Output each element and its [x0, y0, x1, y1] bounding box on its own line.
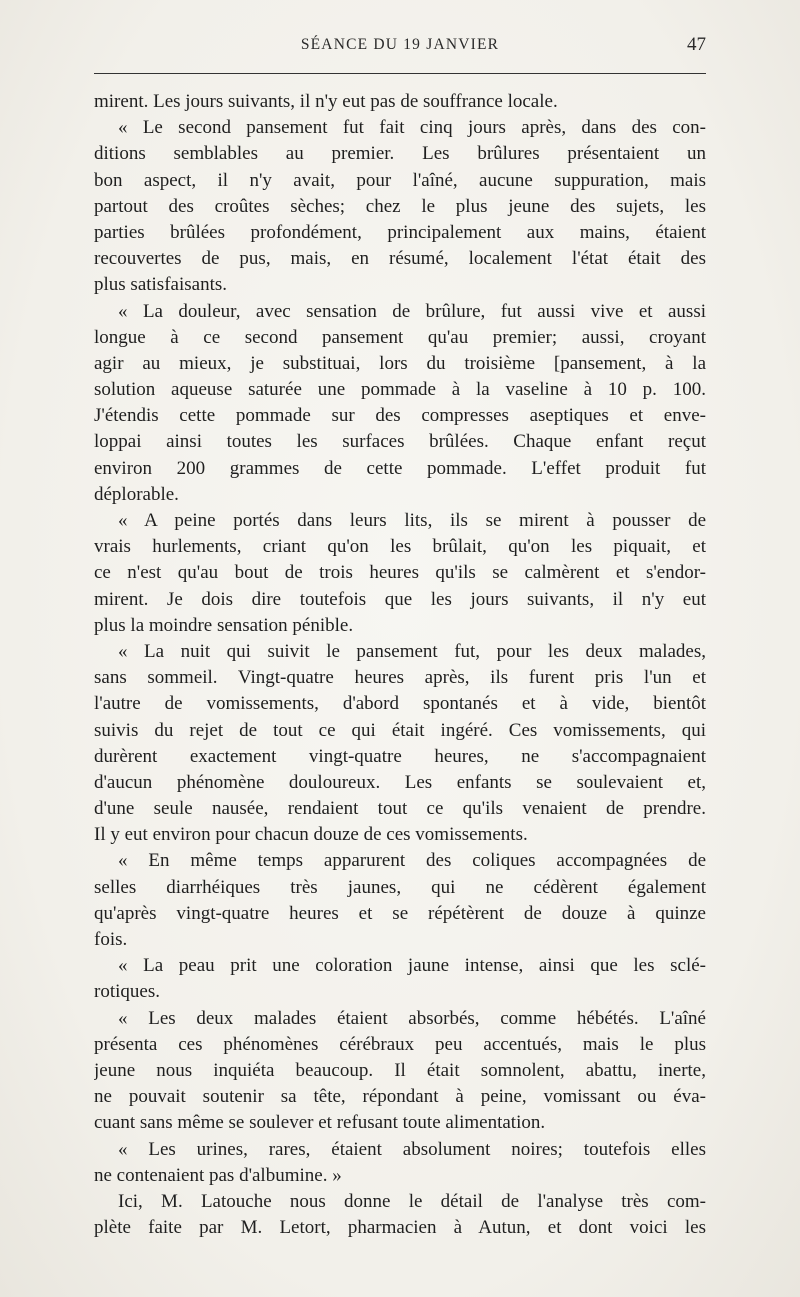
text-line: recouvertes de pus, mais, en résumé, localement l'état était des — [94, 248, 706, 270]
text-line: J'étendis cette pommade sur des compresses aseptiques et enve- — [94, 405, 706, 427]
text-line: rotiques. — [94, 981, 160, 1003]
text-line: qu'après vingt-quatre heures et se répétèrent de douze à quinze — [94, 902, 706, 924]
text-line: Ici, M. Latouche nous donne le détail de l'analyse très com- — [118, 1190, 706, 1212]
text-line: selles diarrhéiques très jaunes, qui ne cédèrent également — [94, 876, 706, 898]
text-line: l'autre de vomissements, d'abord spontanés et à vide, bientôt — [94, 693, 706, 715]
text-line: ne contenaient pas d'albumine. » — [94, 1164, 342, 1186]
text-line: bon aspect, il n'y avait, pour l'aîné, aucune suppuration, mais — [94, 169, 706, 191]
text-line: environ 200 grammes de cette pommade. L'effet produit fut — [94, 457, 706, 479]
text-line: « En même temps apparurent des coliques accompagnées de — [118, 850, 706, 872]
text-line: « Les deux malades étaient absorbés, comme hébétés. L'aîné — [118, 1007, 706, 1029]
text-line: d'aucun phénomène douloureux. Les enfants se soulevaient et, — [94, 771, 706, 793]
text-line: mirent. Je dois dire toutefois que les jours suivants, il n'y eut — [94, 588, 706, 610]
text-line: vrais hurlements, criant qu'on les brûlait, qu'on les piquait, et — [94, 536, 706, 558]
body-text — [94, 89, 706, 1241]
text-line: « A peine portés dans leurs lits, ils se mirent à pousser de — [118, 510, 706, 531]
text-line: sans sommeil. Vingt-quatre heures après, ils furent pris l'un et — [94, 667, 706, 689]
text-line: présenta ces phénomènes cérébraux peu accentués, mais le plus — [94, 1033, 706, 1055]
page-header — [94, 36, 706, 60]
text-line: plus satisfaisants. — [94, 274, 227, 296]
text-line: « Le second pansement fut fait cinq jours après, dans des con- — [118, 117, 706, 139]
text-line: ce n'est qu'au bout de trois heures qu'ils se calmèrent et s'endor- — [94, 562, 706, 584]
text-line: ne pouvait soutenir sa tête, répondant à peine, vomissant ou éva- — [94, 1086, 706, 1108]
text-line: fois. — [94, 929, 128, 950]
text-line: plus la moindre sensation pénible. — [94, 614, 354, 636]
text-line: ditions semblables au premier. Les brûlures présentaient un — [94, 143, 706, 165]
text-line: cuant sans même se soulever et refusant toute alimentation. — [94, 1112, 546, 1134]
text-line: « La nuit qui suivit le pansement fut, pour les deux malades, — [118, 640, 706, 662]
text-line: Il y eut environ pour chacun douze de ces vomissements. — [94, 824, 528, 846]
text-line: mirent. Les jours suivants, il n'y eut pas de souffrance locale. — [94, 91, 558, 112]
text-line: suivis du rejet de tout ce qui était ingéré. Ces vomissements, qui — [94, 719, 706, 741]
text-line: agir au mieux, je substituai, lors du troisième [pansement, à la — [94, 352, 706, 374]
text-line: longue à ce second pansement qu'au premier; aussi, croyant — [94, 326, 706, 348]
text-line: loppai ainsi toutes les surfaces brûlées. Chaque enfant reçut — [94, 431, 706, 453]
running-title: SÉANCE DU 19 JANVIER — [300, 36, 500, 53]
text-line: « La douleur, avec sensation de brûlure, fut aussi vive et aussi — [118, 300, 706, 322]
text-line: d'une seule nausée, rendaient tout ce qu'ils venaient de prendre. — [94, 798, 706, 820]
text-line: partout des croûtes sèches; chez le plus jeune des sujets, les — [94, 195, 706, 217]
text-line: durèrent exactement vingt-quatre heures, ne s'accompagnaient — [94, 745, 706, 767]
text-line: parties brûlées profondément, principalement aux mains, étaient — [94, 221, 706, 243]
text-line: « La peau prit une coloration jaune intense, ainsi que les sclé- — [118, 955, 706, 977]
text-line: solution aqueuse saturée une pommade à la vaseline à 10 p. 100. — [94, 379, 706, 401]
text-line: déplorable. — [94, 483, 179, 505]
header-rule — [94, 73, 706, 74]
page-number: 47 — [687, 34, 706, 55]
text-line: plète faite par M. Letort, pharmacien à Autun, et dont voici les — [94, 1217, 706, 1239]
text-line: jeune nous inquiéta beaucoup. Il était somnolent, abattu, inerte, — [94, 1059, 706, 1081]
text-line: « Les urines, rares, étaient absolument noires; toutefois elles — [118, 1138, 706, 1160]
